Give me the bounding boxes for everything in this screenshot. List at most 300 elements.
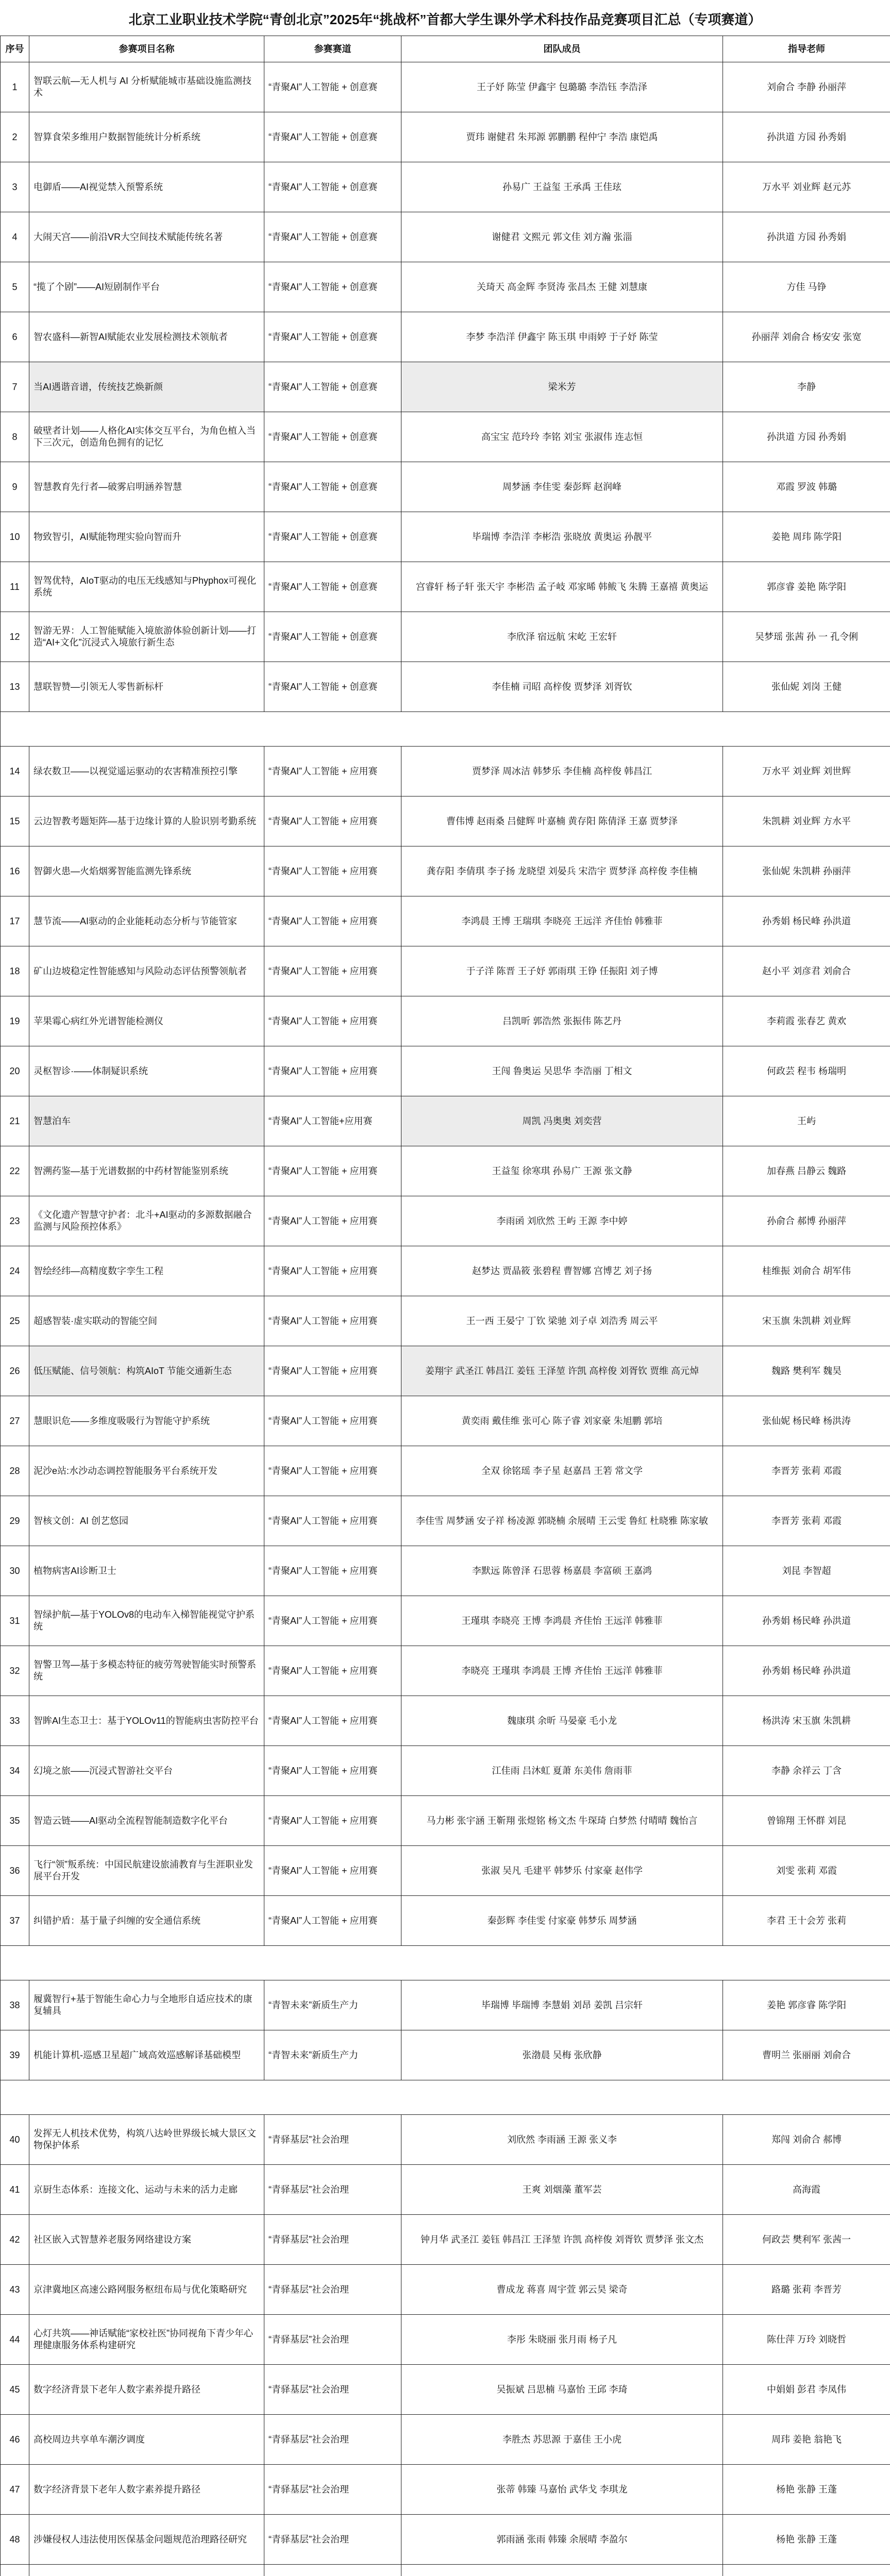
table-row: [1, 2415, 890, 2465]
cell-team: 王闯 鲁奥运 吴思华 李浩丽 丁相文: [401, 1046, 723, 1096]
cell-no: 6: [1, 312, 29, 362]
cell-track: “青聚AI”人工智能 + 应用赛: [264, 1496, 401, 1546]
cell-no: 4: [1, 212, 29, 262]
table-row: [1, 1096, 890, 1146]
cell-project-name: 数字经济背景下老年人数字素养提升路径: [29, 2465, 264, 2515]
cell-project-name: 智绿护航—基于YOLOv8的电动车入梯智能视觉守护系统: [29, 1596, 264, 1646]
cell-track: “青聚AI”人工智能 + 应用赛: [264, 1696, 401, 1746]
cell-track: “青驿基层”社会治理: [264, 2315, 401, 2365]
document-title: 北京工业职业技术学院“青创北京”2025年“挑战杯”首都大学生课外学术科技作品竞赛项目汇总（专项赛道）: [128, 12, 762, 27]
table-row: [1, 2115, 890, 2165]
cell-team: 马力彬 张宇涵 王靳翔 张煜铭 杨文杰 牛琛琦 白梦然 付晴晴 魏怡言: [401, 1796, 723, 1846]
cell-project-name: 电御盾——AI视觉禁入预警系统: [29, 162, 264, 212]
group-separator-cell: [1, 712, 890, 747]
cell-no: 33: [1, 1696, 29, 1746]
table-row: [1, 562, 890, 612]
cell-team: 曹成龙 蒋喜 周宇萱 郭云昊 梁奇: [401, 2265, 723, 2315]
cell-team: 刘欣然 李雨涵 王源 张义李: [401, 2115, 723, 2165]
cell-teacher: 孙丽萍 刘俞合 杨安安 张宽: [723, 312, 890, 362]
cell-no: 8: [1, 412, 29, 462]
cell-track: “青聚AI”人工智能 + 应用赛: [264, 1796, 401, 1846]
cell-teacher: 加春燕 吕静云 魏路: [723, 1146, 890, 1196]
cell-project-name: 慧眼识危——多维度吸吸行为智能守护系统: [29, 1396, 264, 1446]
cell-teacher: 孙秀娟 杨民峰 孙洪道: [723, 1646, 890, 1696]
cell-no: 26: [1, 1346, 29, 1396]
cell-team: 李彤 朱晓丽 张月雨 杨子凡: [401, 2315, 723, 2365]
cell-track: “青聚AI”人工智能 + 应用赛: [264, 1546, 401, 1596]
group-separator-row: [1, 2080, 890, 2115]
cell-teacher: 李君 王十会芳 张莉: [723, 1896, 890, 1946]
cell-teacher: 李静 余祥云 丁含: [723, 1746, 890, 1796]
cell-no: 9: [1, 462, 29, 512]
group-separator-cell: [1, 2080, 890, 2115]
cell-track: “青聚AI”人工智能 + 应用赛: [264, 796, 401, 846]
cell-no: 29: [1, 1496, 29, 1546]
cell-teacher: 姜艳 郭彦睿 陈学阳: [723, 1980, 890, 2030]
cell-track: “青聚AI”人工智能 + 创意赛: [264, 662, 401, 712]
cell-team: 周梦涵 李佳雯 秦彭辉 赵润峰: [401, 462, 723, 512]
cell-track: “青驿基层”社会治理: [264, 2365, 401, 2415]
header-project-name: 参赛项目名称: [29, 36, 264, 62]
table-row: [1, 212, 890, 262]
cell-teacher: 郑闯 刘俞合 郝博: [723, 2115, 890, 2165]
cell-teacher: 杨艳 张静 王蓬: [723, 2465, 890, 2515]
cell-no: 43: [1, 2265, 29, 2315]
cell-track: “青聚AI”人工智能 + 应用赛: [264, 1746, 401, 1796]
cell-teacher: 方佳 马铮: [723, 262, 890, 312]
cell-track: “青聚AI”人工智能 + 创意赛: [264, 212, 401, 262]
cell-track: “青聚AI”人工智能 + 应用赛: [264, 1146, 401, 1196]
table-row: [1, 1146, 890, 1196]
table-row: [1, 1346, 890, 1396]
cell-no: 42: [1, 2215, 29, 2265]
cell-teacher: 刘雯 张莉 邓霞: [723, 1846, 890, 1896]
cell-project-name: 植物病害AI诊断卫士: [29, 1546, 264, 1596]
cell-no: 38: [1, 1980, 29, 2030]
table-row: [1, 1896, 890, 1946]
cell-project-name: 飞行“领”叛系统：中国民航建设旅浦教育与生涯职业发展平台开发: [29, 1846, 264, 1896]
cell-team: 全双 徐铭瑶 李子星 赵嘉昌 王箬 常文学: [401, 1446, 723, 1496]
table-row: [1, 1446, 890, 1496]
table-row: [1, 747, 890, 796]
cell-team: 王子妤 陈莹 伊鑫宇 包璐璐 李浩钰 李浩泽: [401, 62, 723, 112]
cell-project-name: 智慧泊车: [29, 1096, 264, 1146]
cell-no: 35: [1, 1796, 29, 1846]
cell-teacher: 孙洪道 方园 孙秀娟: [723, 412, 890, 462]
cell-project-name: 当AI遇谐音谱，传统技艺焕新颜: [29, 362, 264, 412]
cell-no: 45: [1, 2365, 29, 2415]
cell-track: “青聚AI”人工智能 + 创意赛: [264, 612, 401, 662]
table-row: [1, 796, 890, 846]
cell-no: 37: [1, 1896, 29, 1946]
table-row: [1, 162, 890, 212]
cell-track: “青驿基层”社会治理: [264, 2115, 401, 2165]
table-row: [1, 112, 890, 162]
cell-teacher: 周玮 姜艳 翁艳飞: [723, 2415, 890, 2465]
cell-no: 12: [1, 612, 29, 662]
cell-track: “青聚AI”人工智能 + 应用赛: [264, 896, 401, 946]
cell-project-name: 苹果霉心病红外光谱智能检测仪: [29, 996, 264, 1046]
cell-team: 关琦天 高金辉 李贤涛 张昌杰 王健 刘慧康: [401, 262, 723, 312]
cell-team: 王瑾琪 李晓亮 王博 李鸿晨 齐佳怡 王远洋 韩雅菲: [401, 1596, 723, 1646]
cell-teacher: 杨艳 张静 王蓬: [723, 2515, 890, 2565]
cell-team: 李鸿晨 王博 王瑞琪 李晓亮 王远洋 齐佳怡 韩雅菲: [401, 896, 723, 946]
cell-teacher: 刘俞合 李静 孙丽萍: [723, 62, 890, 112]
cell-project-name: [29, 2565, 264, 2576]
cell-team: 宫睿轩 杨子轩 张天宇 李彬浩 孟子岐 邓家晞 韩鲅飞 朱腾 王嘉禧 黄奥运: [401, 562, 723, 612]
cell-no: 41: [1, 2165, 29, 2215]
cell-team: 李胜杰 苏思源 于嘉佳 王小虎: [401, 2415, 723, 2465]
cell-project-name: 慧联智赞—引领无人零售新标杆: [29, 662, 264, 712]
cell-no: 48: [1, 2515, 29, 2565]
cell-team: 王一西 王晏宁 丁钦 梁驰 刘子卓 刘浩秀 周云平: [401, 1296, 723, 1346]
cell-teacher: 万水平 刘业辉 刘世辉: [723, 747, 890, 796]
cell-no: 25: [1, 1296, 29, 1346]
table-row: [1, 1746, 890, 1796]
cell-project-name: 绿农数卫——以视觉遥运驱动的农害精准预控引擎: [29, 747, 264, 796]
cell-teacher: 吴梦瑶 张茜 孙 一 孔令俐: [723, 612, 890, 662]
cell-no: 22: [1, 1146, 29, 1196]
cell-teacher: 姜艳 周玮 陈学阳: [723, 512, 890, 562]
cell-team: 李佳雪 周梦涵 安子祥 杨凌源 郭晓楠 余展晴 王云雯 鲁紅 杜晓雅 陈家敏: [401, 1496, 723, 1546]
cell-teacher: 曹明兰 张丽丽 刘俞合: [723, 2030, 890, 2080]
cell-team: 钟月华 武圣江 姜钰 韩昌江 王泽堃 许凯 高梓俊 刘胥钦 贾梦泽 张文杰: [401, 2215, 723, 2265]
cell-project-name: 智慧教育先行者—破雾启明涵养智慧: [29, 462, 264, 512]
cell-no: 19: [1, 996, 29, 1046]
table-row: [1, 2315, 890, 2365]
table-row: [1, 2165, 890, 2215]
cell-teacher: 李晋芳 张莉 邓霞: [723, 1446, 890, 1496]
cell-project-name: 智核文创：AI 创艺悠园: [29, 1496, 264, 1546]
cell-project-name: 履冀智行+基于智能生命心力与全地形自适应技术的康复辅具: [29, 1980, 264, 2030]
cell-team: 李雨函 刘欣然 王屿 王源 李中婷: [401, 1196, 723, 1246]
cell-project-name: 心灯共筑——神话赋能“家校社医”协同视角下青少年心理健康服务体系构建研究: [29, 2315, 264, 2365]
cell-track: “青聚AI”人工智能 + 应用赛: [264, 1296, 401, 1346]
cell-track: “青驿基层”社会治理: [264, 2415, 401, 2465]
table-row: [1, 846, 890, 896]
project-table: [0, 36, 890, 2576]
cell-teacher: 邓霞 罗波 韩璐: [723, 462, 890, 512]
cell-project-name: 京津冀地区高速公路网服务枢纽布局与优化策略研究: [29, 2265, 264, 2315]
cell-project-name: 智游无界：人工智能赋能入境旅游体验创新计划——打造“AI+文化”沉浸式入境旅行新生态: [29, 612, 264, 662]
cell-team: [401, 2565, 723, 2576]
cell-track: “青聚AI”人工智能 + 应用赛: [264, 1196, 401, 1246]
cell-no: 14: [1, 747, 29, 796]
table-row: [1, 1596, 890, 1646]
cell-track: [264, 2565, 401, 2576]
table-row: [1, 2030, 890, 2080]
cell-no: 28: [1, 1446, 29, 1496]
cell-teacher: 孙洪道 方园 孙秀娟: [723, 112, 890, 162]
table-row: [1, 412, 890, 462]
cell-no: 21: [1, 1096, 29, 1146]
table-row: [1, 2465, 890, 2515]
cell-project-name: 发挥无人机技术优势，构筑八达岭世界级长城大景区文物保护体系: [29, 2115, 264, 2165]
cell-team: 赵梦达 贾晶筱 张碧程 曹智娜 宫博艺 刘子扬: [401, 1246, 723, 1296]
cell-track: “青聚AI”人工智能 + 创意赛: [264, 312, 401, 362]
cell-track: “青聚AI”人工智能 + 应用赛: [264, 1846, 401, 1896]
group-separator-cell: [1, 1946, 890, 1980]
table-row: [1, 2265, 890, 2315]
table-row: [1, 62, 890, 112]
cell-team: 高宝宝 范玲玲 李铭 刘宝 张淑伟 连志恒: [401, 412, 723, 462]
cell-project-name: 智造云链——AI驱动全流程智能制造数字化平台: [29, 1796, 264, 1846]
cell-team: 毕瑞博 毕瑞博 李慧娟 刘昂 姜凯 吕宗轩: [401, 1980, 723, 2030]
cell-teacher: 高海霞: [723, 2165, 890, 2215]
cell-teacher: 杨洪涛 宋玉旗 朱凯耕: [723, 1696, 890, 1746]
table-row: [1, 2515, 890, 2565]
cell-project-name: 物致智引，AI赋能物理实验向智而升: [29, 512, 264, 562]
cell-team: 王益玺 徐寒琪 孙易广 王源 张文静: [401, 1146, 723, 1196]
cell-teacher: 张仙妮 朱凯耕 孙丽萍: [723, 846, 890, 896]
table-row: [1, 1646, 890, 1696]
cell-no: 18: [1, 946, 29, 996]
table-row: [1, 512, 890, 562]
table-row: [1, 1046, 890, 1096]
cell-project-name: 纠错护盾：基于量子纠缠的安全通信系统: [29, 1896, 264, 1946]
table-row: [1, 2365, 890, 2415]
cell-team: 吕凯昕 郭浩然 张振伟 陈艺丹: [401, 996, 723, 1046]
cell-project-name: 矿山边坡稳定性智能感知与风险动态评估预警领航者: [29, 946, 264, 996]
cell-track: “青聚AI”人工智能 + 应用赛: [264, 996, 401, 1046]
cell-project-name: 数字经济背景下老年人数字素养提升路径: [29, 2365, 264, 2415]
cell-no: 3: [1, 162, 29, 212]
table-row: [1, 1796, 890, 1846]
table-row: [1, 1296, 890, 1346]
cell-no: 23: [1, 1196, 29, 1246]
cell-project-name: 幻境之旅——沉浸式智游社交平台: [29, 1746, 264, 1796]
cell-track: “青聚AI”人工智能 + 创意赛: [264, 112, 401, 162]
cell-project-name: 智联云航—无人机与 AI 分析赋能城市基础设施监测技术: [29, 62, 264, 112]
cell-track: “青聚AI”人工智能 + 应用赛: [264, 747, 401, 796]
table-row: [1, 2215, 890, 2265]
cell-no: 31: [1, 1596, 29, 1646]
cell-project-name: 慧节流——AI驱动的企业能耗动态分析与节能管家: [29, 896, 264, 946]
cell-teacher: 孙秀娟 杨民峰 孙洪道: [723, 896, 890, 946]
cell-no: 20: [1, 1046, 29, 1096]
cell-project-name: 京厨生态体系：连接文化、运动与未来的活力走廊: [29, 2165, 264, 2215]
cell-track: “青聚AI”人工智能 + 应用赛: [264, 846, 401, 896]
table-body: [1, 62, 890, 2576]
cell-teacher: 孙俞合 郝博 孙丽萍: [723, 1196, 890, 1246]
cell-teacher: 李莉霞 张春艺 黄欢: [723, 996, 890, 1046]
table-header-row: [1, 36, 890, 62]
cell-team: 王爽 刘烟藻 董军芸: [401, 2165, 723, 2215]
cell-project-name: “揽了个剧”——AI短剧制作平台: [29, 262, 264, 312]
group-separator-row: [1, 1946, 890, 1980]
table-row: [1, 946, 890, 996]
cell-no: 7: [1, 362, 29, 412]
cell-teacher: 何政芸 樊利军 张茜一: [723, 2215, 890, 2265]
cell-track: “青聚AI”人工智能 + 创意赛: [264, 512, 401, 562]
cell-teacher: 郭彦睿 姜艳 陈学阳: [723, 562, 890, 612]
cell-teacher: 路璐 张莉 李晋芳: [723, 2265, 890, 2315]
table-row: [1, 1980, 890, 2030]
cell-track: “青聚AI”人工智能 + 应用赛: [264, 1896, 401, 1946]
cell-project-name: 灵枢智诊·——体制疑识系统: [29, 1046, 264, 1096]
cell-project-name: 低压赋能、信号领航：构筑AIoT 节能交通新生态: [29, 1346, 264, 1396]
cell-project-name: 《文化遗产智慧守护者：北斗+AI驱动的多源数据融合监测与风险预控体系》: [29, 1196, 264, 1246]
cell-track: “青聚AI”人工智能 + 创意赛: [264, 362, 401, 412]
header-track: 参赛赛道: [264, 36, 401, 62]
cell-project-name: 智绘经纬—高精度数字孪生工程: [29, 1246, 264, 1296]
cell-team: 毕瑞博 李浩洋 李彬浩 张晓放 黄奥运 孙靓平: [401, 512, 723, 562]
table-row: [1, 1246, 890, 1296]
cell-track: “青聚AI”人工智能+应用赛: [264, 1096, 401, 1146]
cell-project-name: 超感智装·虚实联动的智能空间: [29, 1296, 264, 1346]
table-row: [1, 362, 890, 412]
cell-track: “青智未来”新质生产力: [264, 1980, 401, 2030]
cell-no: 40: [1, 2115, 29, 2165]
cell-teacher: 李静: [723, 362, 890, 412]
cell-project-name: 智驾优特，AIoT驱动的电压无线感知与Phyphox可视化系统: [29, 562, 264, 612]
cell-team: 李默远 陈曾泽 石思蓉 杨嘉晨 李富硕 王嘉鸿: [401, 1546, 723, 1596]
cell-team: 魏康琪 余昕 马晏豪 毛小龙: [401, 1696, 723, 1746]
cell-track: “青智未来”新质生产力: [264, 2030, 401, 2080]
cell-project-name: 大闹天宫——前沿VR大空间技术赋能传统名著: [29, 212, 264, 262]
cell-no: 13: [1, 662, 29, 712]
cell-track: “青驿基层”社会治理: [264, 2515, 401, 2565]
cell-no: 5: [1, 262, 29, 312]
cell-team: 黄奕雨 戴佳维 张可心 陈子睿 刘家豪 朱旭鹏 郭培: [401, 1396, 723, 1446]
cell-project-name: 泥沙e站:水沙动态调控智能服务平台系统开发: [29, 1446, 264, 1496]
cell-project-name: 机能计算机-巡感卫星超广域高效巡感解译基础模型: [29, 2030, 264, 2080]
cell-no: 27: [1, 1396, 29, 1446]
header-no: 序号: [1, 36, 29, 62]
cell-team: 李欣泽 宿远航 宋屹 王宏轩: [401, 612, 723, 662]
cell-teacher: 宋玉旗 朱凯耕 刘业辉: [723, 1296, 890, 1346]
cell-no: 24: [1, 1246, 29, 1296]
cell-track: “青驿基层”社会治理: [264, 2265, 401, 2315]
cell-team: 张渤晨 吴梅 张欣静: [401, 2030, 723, 2080]
cell-team: 周凯 冯奥奥 刘奕营: [401, 1096, 723, 1146]
cell-teacher: [723, 2565, 890, 2576]
cell-track: “青聚AI”人工智能 + 创意赛: [264, 262, 401, 312]
cell-track: “青驿基层”社会治理: [264, 2215, 401, 2265]
cell-team: 贾玮 谢健君 朱邦源 郭鹏鹏 程仲宁 李浩 康铠禹: [401, 112, 723, 162]
table-row: [1, 312, 890, 362]
cell-no: 39: [1, 2030, 29, 2080]
cell-track: “青聚AI”人工智能 + 应用赛: [264, 1646, 401, 1696]
cell-team: 郭雨涵 张雨 韩臻 余展晴 李盈尔: [401, 2515, 723, 2565]
cell-no: 34: [1, 1746, 29, 1796]
cell-teacher: 李晋芳 张莉 邓霞: [723, 1496, 890, 1546]
cell-teacher: 中娟娟 彭君 李凤伟: [723, 2365, 890, 2415]
cell-no: 30: [1, 1546, 29, 1596]
cell-track: “青聚AI”人工智能 + 创意赛: [264, 562, 401, 612]
cell-no: 16: [1, 846, 29, 896]
cell-track: “青驿基层”社会治理: [264, 2465, 401, 2515]
cell-track: “青驿基层”社会治理: [264, 2165, 401, 2215]
cell-track: “青聚AI”人工智能 + 创意赛: [264, 412, 401, 462]
cell-team: 梁米芳: [401, 362, 723, 412]
cell-project-name: 破壁者计划——人格化AI实体交互平台，为角色植入当下三次元，创造角色拥有的记忆: [29, 412, 264, 462]
cell-track: “青聚AI”人工智能 + 创意赛: [264, 62, 401, 112]
cell-teacher: 刘昆 李智超: [723, 1546, 890, 1596]
cell-track: “青聚AI”人工智能 + 应用赛: [264, 1246, 401, 1296]
cell-team: 张淑 吴凡 毛建平 韩梦乐 付家豪 赵伟学: [401, 1846, 723, 1896]
cell-teacher: 王屿: [723, 1096, 890, 1146]
cell-teacher: 陈仕萍 万玲 刘晓哲: [723, 2315, 890, 2365]
table-row: [1, 612, 890, 662]
cell-no: 10: [1, 512, 29, 562]
cell-project-name: 智算食荣多维用户数据智能统计分析系统: [29, 112, 264, 162]
cell-team: 曹伟博 赵雨桑 吕健辉 叶嘉楠 黄存阳 陈倩泽 王嘉 贾梦泽: [401, 796, 723, 846]
cell-no: 46: [1, 2415, 29, 2465]
cell-project-name: 智警卫驾—基于多模态特征的疲劳驾驶智能实时预警系统: [29, 1646, 264, 1696]
cell-teacher: 赵小平 刘彦君 刘俞合: [723, 946, 890, 996]
cell-track: “青聚AI”人工智能 + 应用赛: [264, 1446, 401, 1496]
table-row: [1, 1196, 890, 1246]
cell-track: “青聚AI”人工智能 + 应用赛: [264, 1346, 401, 1396]
cell-teacher: 孙洪道 方园 孙秀娟: [723, 212, 890, 262]
cell-team: 吴振斌 吕思楠 马嘉怡 王邱 李琦: [401, 2365, 723, 2415]
cell-team: 孙易广 王益玺 王承禹 王佳玹: [401, 162, 723, 212]
group-separator-row: [1, 712, 890, 747]
header-teacher: 指导老师: [723, 36, 890, 62]
cell-no: 44: [1, 2315, 29, 2365]
cell-team: 于子洋 陈晋 王子妤 郭雨琪 王铮 任振阳 刘子博: [401, 946, 723, 996]
cell-project-name: 云边智教考题矩阵—基于边缘计算的人脸识别考勤系统: [29, 796, 264, 846]
cell-teacher: 曾锦翔 王怀群 刘昆: [723, 1796, 890, 1846]
cell-team: 李佳楠 司昭 高梓俊 贾梦泽 刘胥钦: [401, 662, 723, 712]
cell-project-name: 智溯药鉴—基于光谱数据的中药材智能鉴别系统: [29, 1146, 264, 1196]
cell-project-name: 智眸AI生态卫士：基于YOLOv11的智能病虫害防控平台: [29, 1696, 264, 1746]
cell-teacher: 魏路 樊利军 魏昊: [723, 1346, 890, 1396]
cell-teacher: 万水平 刘业辉 赵元苏: [723, 162, 890, 212]
table-row: [1, 1696, 890, 1746]
cell-no: 15: [1, 796, 29, 846]
cell-team: 李梦 李浩洋 伊鑫宇 陈玉琪 申雨婷 于子妤 陈莹: [401, 312, 723, 362]
cell-team: 贾梦泽 周冰洁 韩梦乐 李佳楠 高梓俊 韩昌江: [401, 747, 723, 796]
cell-teacher: 张仙妮 刘岗 王健: [723, 662, 890, 712]
table-row: [1, 1396, 890, 1446]
cell-track: “青聚AI”人工智能 + 创意赛: [264, 462, 401, 512]
table-row: [1, 2565, 890, 2576]
cell-no: 32: [1, 1646, 29, 1696]
table-row: [1, 896, 890, 946]
cell-project-name: 涉嫌侵权人违法使用医保基金问题规范治理路径研究: [29, 2515, 264, 2565]
table-row: [1, 262, 890, 312]
table-row: [1, 662, 890, 712]
cell-team: 谢健君 文熙元 郭文佳 刘方瀚 张淄: [401, 212, 723, 262]
cell-track: “青聚AI”人工智能 + 创意赛: [264, 162, 401, 212]
cell-teacher: 孙秀娟 杨民峰 孙洪道: [723, 1596, 890, 1646]
table-row: [1, 1496, 890, 1546]
header-team: 团队成员: [401, 36, 723, 62]
cell-track: “青聚AI”人工智能 + 应用赛: [264, 1596, 401, 1646]
cell-no: 17: [1, 896, 29, 946]
cell-project-name: 社区嵌入式智慧养老服务网络建设方案: [29, 2215, 264, 2265]
cell-team: 张蒂 韩臻 马嘉怡 武华戈 李琪龙: [401, 2465, 723, 2515]
cell-team: 江佳雨 吕沐虹 夏萧 东美伟 詹雨菲: [401, 1746, 723, 1796]
cell-project-name: 智农盛科—新智AI赋能农业发展检测技术领航者: [29, 312, 264, 362]
cell-teacher: 何政芸 程韦 杨瑞明: [723, 1046, 890, 1096]
cell-team: 姜翔宇 武圣江 韩昌江 姜钰 王泽堃 许凯 高梓俊 刘胥钦 贾维 高元焯: [401, 1346, 723, 1396]
cell-team: 秦彭辉 李佳雯 付家豪 韩梦乐 周梦涵: [401, 1896, 723, 1946]
cell-team: 龚存阳 李倩琪 李子扬 龙晓望 刘晏兵 宋浩宇 贾梦泽 高梓俊 李佳楠: [401, 846, 723, 896]
cell-teacher: 朱凯耕 刘业辉 方水平: [723, 796, 890, 846]
cell-no: 36: [1, 1846, 29, 1896]
cell-no: [1, 2565, 29, 2576]
cell-teacher: 张仙妮 杨民峰 杨洪涛: [723, 1396, 890, 1446]
table-row: [1, 1846, 890, 1896]
cell-team: 李晓亮 王瑾琪 李鸿晨 王博 齐佳怡 王远洋 韩雅菲: [401, 1646, 723, 1696]
cell-track: “青聚AI”人工智能 + 应用赛: [264, 946, 401, 996]
table-row: [1, 1546, 890, 1596]
cell-no: 47: [1, 2465, 29, 2515]
cell-no: 11: [1, 562, 29, 612]
